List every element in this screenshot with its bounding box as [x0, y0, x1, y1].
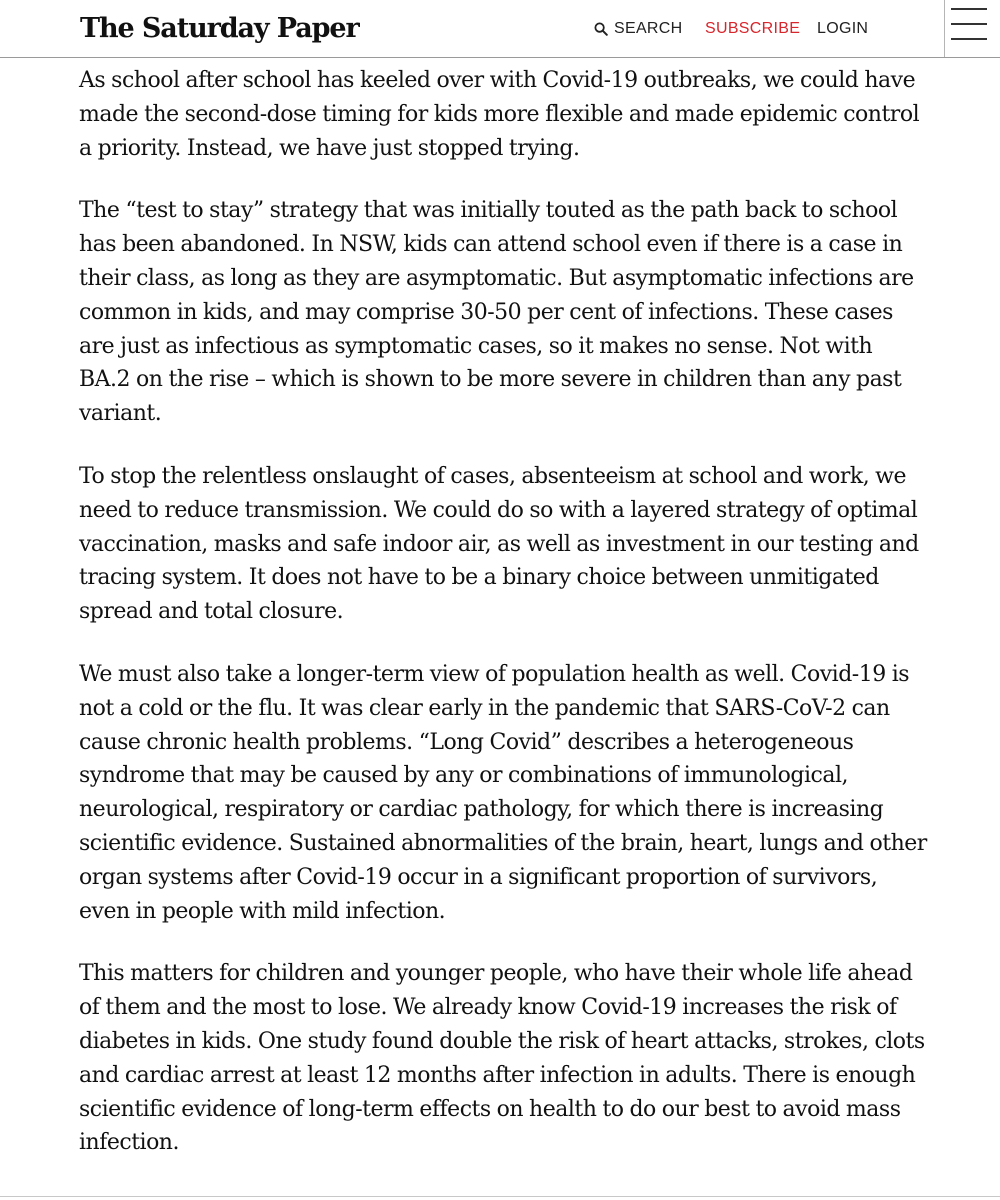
site-header: [0, 0, 1000, 58]
menu-button[interactable]: [944, 0, 1000, 57]
search-button[interactable]: [594, 18, 682, 40]
login-link[interactable]: LOGIN: [817, 20, 869, 37]
article-paragraph: To stop the relentless onslaught of cases, absenteeism at school and work, we need to reduce transmission. We could do so with a layered strategy of optimal vaccination, masks and safe indoor air, as well as investment in our testing and tracing system. It does not have to be a binary choice between unmitigated spread and total closure.: [79, 463, 919, 625]
article-paragraph: The “test to stay” strategy that was initially touted as the path back to school has been abandoned. In NSW, kids can attend school even if there is a case in their class, as long as they are asymptomatic. But asymptomatic infections are common in kids, and may comprise 30-50 per cent of infections. These cases are just as infectious as symptomatic cases, so it makes no sense. Not with BA.2 on the rise – which is shown to be more severe in children than any past variant.: [79, 198, 914, 427]
hamburger-menu-icon: [951, 38, 987, 40]
article-paragraph: We must also take a longer-term view of population health as well. Covid-19 is not a cold or the flu. It was clear early in the pandemic that SARS-CoV-2 can cause chronic health problems. “Long Covid” describes a heterogeneous syndrome that may be caused by any or combinations of immunological, neurological, respiratory or cardiac pathology, for which there is increasing scientific evidence. Sustained abnormalities of the brain, heart, lungs and other organ systems after Covid-19 occur in a significant proportion of survivors, even in people with mild infection.: [79, 661, 927, 924]
hamburger-menu-icon: [951, 8, 987, 10]
search-label: SEARCH: [614, 20, 683, 37]
article-body: [79, 64, 929, 1189]
subscribe-link[interactable]: SUBSCRIBE: [705, 20, 801, 37]
article-paragraph: This matters for children and younger people, who have their whole life ahead of them and the most to lose. We already know Covid-19 increases the risk of diabetes in kids. One study found double the risk of heart attacks, strokes, clots and cardiac arrest at least 12 months after infection in adults. There is enough scientific evidence of long-term effects on health to do our best to avoid mass infection.: [79, 961, 925, 1156]
site-logo[interactable]: The Saturday Paper: [80, 13, 359, 44]
hamburger-menu-icon: [951, 23, 987, 25]
bottom-divider: [0, 1196, 1000, 1197]
search-icon: [594, 22, 608, 36]
article-paragraph: As school after school has keeled over with Covid-19 outbreaks, we could have made the second-dose timing for kids more flexible and made epidemic control a priority. Instead, we have just stopped trying.: [79, 68, 920, 161]
